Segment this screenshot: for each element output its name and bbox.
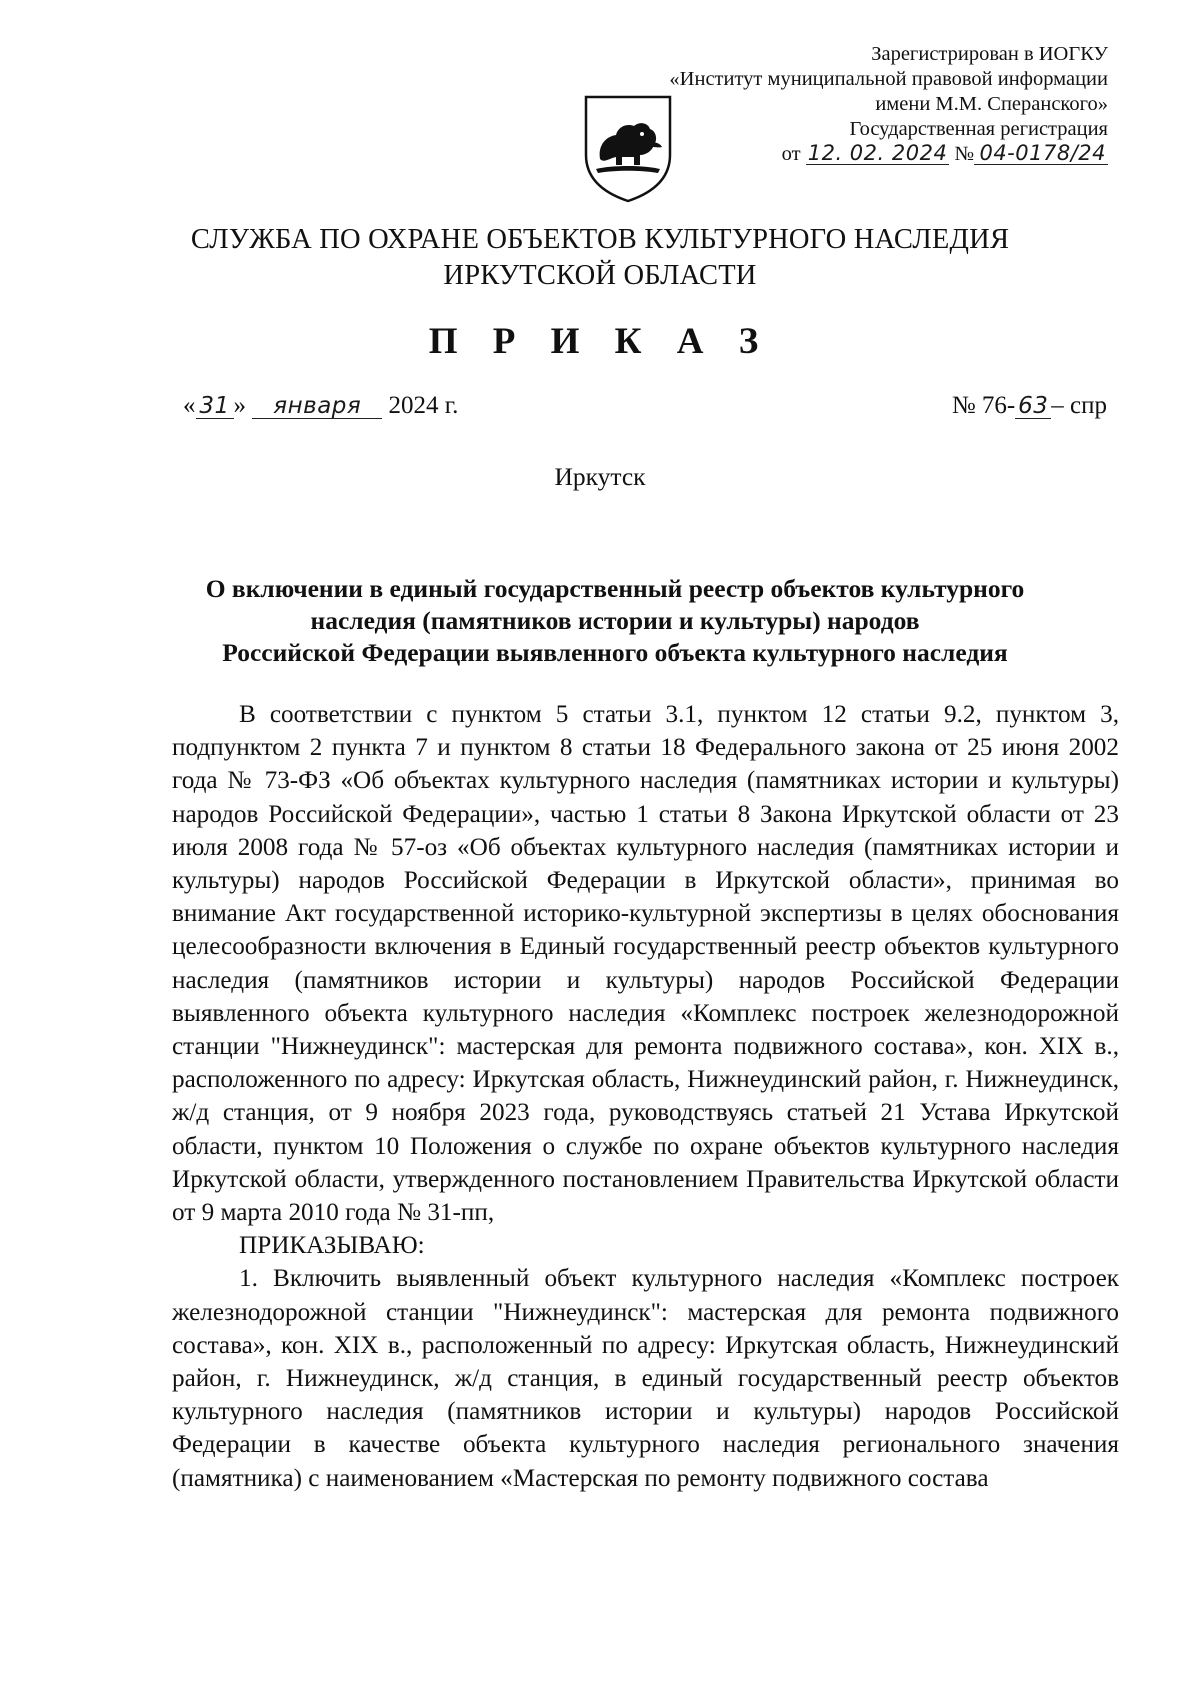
order-subject	[150, 573, 1080, 669]
organization-line-2: ИРКУТСКОЙ ОБЛАСТИ	[443, 260, 757, 291]
date-open-quote: «	[183, 392, 196, 419]
registration-line-1: Зарегистрирован в ИОГКУ	[871, 43, 1108, 65]
date-day: 31	[196, 394, 234, 419]
registration-line-2: «Институт муниципальной правовой информации	[669, 68, 1108, 90]
date-month: января	[252, 394, 382, 419]
registration-date-prefix: от	[781, 143, 801, 165]
registration-line-3: имени М.М. Сперанского»	[875, 93, 1108, 115]
registration-number: 04-0178/24	[974, 142, 1108, 165]
organization-line-1: СЛУЖБА ПО ОХРАНЕ ОБЪЕКТОВ КУЛЬТУРНОГО НАСЛЕДИЯ	[190, 224, 1010, 255]
subject-line-1: О включении в единый государственный реестр объектов культурного	[205, 574, 1025, 603]
order-body	[172, 698, 1119, 1495]
registration-date: 12. 02. 2024	[807, 141, 948, 165]
date-close-quote: »	[233, 392, 246, 419]
order-word: ПРИКАЗЫВАЮ:	[239, 1232, 425, 1260]
number-prefix: № 76-	[951, 392, 1016, 419]
subject-line-3: Российской Федерации выявленного объекта культурного наследия	[222, 638, 1008, 667]
number-handwritten: 63	[1015, 394, 1051, 419]
date-year: 2024 г.	[388, 392, 459, 419]
city: Иркутск	[554, 462, 646, 491]
registration-number-prefix: №	[954, 143, 974, 165]
organization-name	[0, 222, 1200, 294]
order-number	[952, 392, 1107, 420]
subject-line-2: наследия (памятников истории и культуры) народов	[310, 606, 920, 635]
preamble-paragraph: В соответствии с пунктом 5 статьи 3.1, пунктом 12 статьи 9.2, пунктом 3, подпунктом 2 пункта 7 и пунктом 8 статьи 18 Федерального закона от 25 июня 2002 года № 73-ФЗ «Об объектах культурного наследия (памятниках истории и культуры) народов Российской Федерации», частью 1 статьи 8 Закона Иркутской области от 23 июля 2008 года № 57-оз «Об объектах культурного наследия (памятниках истории и культуры) народов Российской Федерации в Иркутской области», принимая во внимание Акт государственной историко-культурной экспертизы в целях обоснования целесообразности включения в Единый государственный реестр объектов культурного наследия (памятников истории и культуры) народов Российской Федерации выявленного объекта культурного наследия «Комплекс построек железнодорожной станции "Нижнеудинск": мастерская для ремонта подвижного состава», кон. XIX в., расположенного по адресу: Иркутская область, Нижнеудинский район, г. Нижнеудинск, ж/д станция, от 9 ноября 2023 года, руководствуясь статьей 21 Устава Иркутской области, пунктом 10 Положения о службе по охране объектов культурного наследия Иркутской области, утвержденного постановлением Правительства Иркутской области от 9 марта 2010 года № 31-пп,	[172, 701, 1119, 1227]
order-item-1: 1. Включить выявленный объект культурного наследия «Комплекс построек железнодорожной станции "Нижнеудинск": мастерская для ремонта подвижного состава», кон. XIX в., расположенный по адресу: Иркутская область, Нижнеудинский район, г. Нижнеудинск, ж/д станция, в единый государственный реестр объектов культурного наследия (памятников истории и культуры) народов Российской Федерации в качестве объекта культурного наследия регионального значения (памятника) с наименованием «Мастерская по ремонту подвижного состава	[172, 1265, 1119, 1492]
registration-line-4: Государственная регистрация	[849, 118, 1108, 140]
number-suffix: – спр	[1051, 392, 1107, 419]
order-date	[183, 392, 458, 420]
irkutsk-coat-of-arms-icon	[582, 93, 674, 205]
document-title: П Р И К А З	[428, 321, 772, 362]
